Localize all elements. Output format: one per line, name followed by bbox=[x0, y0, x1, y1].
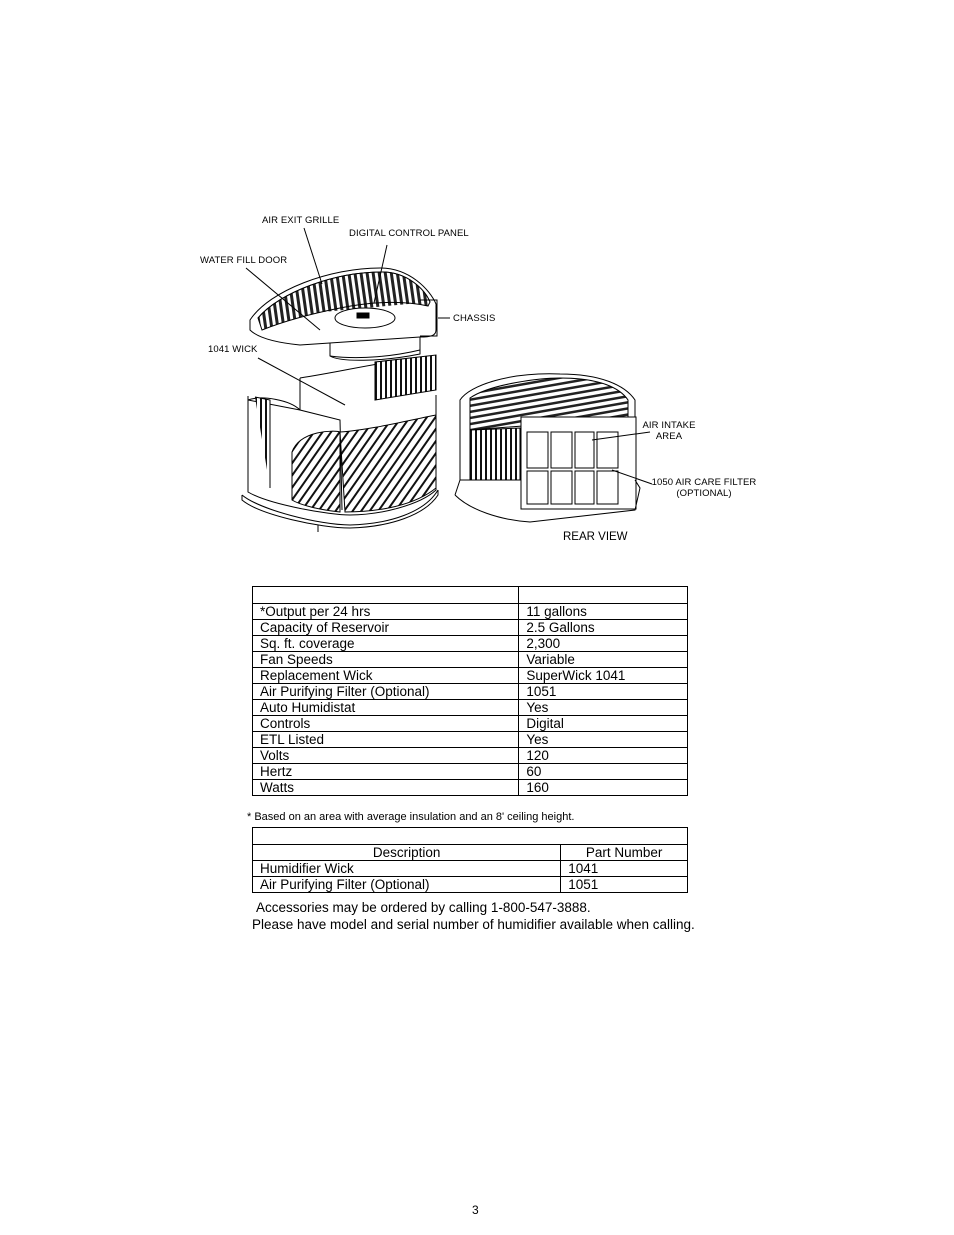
spec-label: Air Purifying Filter (Optional) bbox=[253, 684, 519, 700]
part-number: 1051 bbox=[561, 877, 688, 893]
parts-title-row bbox=[253, 828, 688, 845]
ordering-line-2: Please have model and serial number of humidifier available when calling. bbox=[252, 917, 695, 932]
label-air-intake-line2: AREA bbox=[655, 431, 683, 442]
part-description: Humidifier Wick bbox=[253, 861, 561, 877]
replacement-parts-table bbox=[252, 827, 688, 893]
spec-label: Controls bbox=[253, 716, 519, 732]
footnote: * Based on an area with average insulation and an 8' ceiling height. bbox=[247, 811, 575, 823]
spec-value: 2.5 Gallons bbox=[519, 620, 688, 636]
label-chassis: CHASSIS bbox=[453, 313, 496, 324]
table-row bbox=[253, 861, 688, 877]
spec-label: Hertz bbox=[253, 764, 519, 780]
base-reservoir bbox=[242, 355, 438, 532]
label-water-fill-door: WATER FILL DOOR bbox=[200, 255, 288, 266]
spec-value: 160 bbox=[519, 780, 688, 796]
parts-title-cell bbox=[253, 828, 688, 845]
column-header-description: Description bbox=[253, 845, 561, 861]
table-row bbox=[253, 780, 688, 796]
part-description: Air Purifying Filter (Optional) bbox=[253, 877, 561, 893]
chassis-lid bbox=[250, 268, 436, 360]
spec-value: Yes bbox=[519, 732, 688, 748]
spec-value: Yes bbox=[519, 700, 688, 716]
spec-label: Fan Speeds bbox=[253, 652, 519, 668]
label-wick: 1041 WICK bbox=[208, 344, 258, 355]
part-number: 1041 bbox=[561, 861, 688, 877]
spec-label: *Output per 24 hrs bbox=[253, 604, 519, 620]
spec-header-cell bbox=[253, 587, 519, 604]
table-row bbox=[253, 716, 688, 732]
spec-header-row bbox=[253, 587, 688, 604]
spec-header-cell bbox=[519, 587, 688, 604]
table-row bbox=[253, 700, 688, 716]
table-row bbox=[253, 604, 688, 620]
parts-header-row bbox=[253, 845, 688, 861]
spec-value: 1051 bbox=[519, 684, 688, 700]
page-number: 3 bbox=[472, 1203, 479, 1217]
specifications-table bbox=[252, 586, 688, 796]
spec-label: Auto Humidistat bbox=[253, 700, 519, 716]
spec-value: 2,300 bbox=[519, 636, 688, 652]
humidifier-exploded-diagram bbox=[0, 0, 954, 560]
table-row bbox=[253, 652, 688, 668]
label-digital-control-panel: DIGITAL CONTROL PANEL bbox=[349, 228, 469, 239]
table-row bbox=[253, 732, 688, 748]
spec-label: Capacity of Reservoir bbox=[253, 620, 519, 636]
table-row bbox=[253, 877, 688, 893]
label-filter-line2: (OPTIONAL) bbox=[676, 488, 732, 499]
table-row bbox=[253, 684, 688, 700]
spec-label: Replacement Wick bbox=[253, 668, 519, 684]
table-row bbox=[253, 764, 688, 780]
spec-value: 11 gallons bbox=[519, 604, 688, 620]
spec-label: Watts bbox=[253, 780, 519, 796]
table-row bbox=[253, 636, 688, 652]
spec-value: 120 bbox=[519, 748, 688, 764]
spec-label: ETL Listed bbox=[253, 732, 519, 748]
figure-caption: REAR VIEW bbox=[563, 531, 628, 543]
label-air-intake bbox=[636, 420, 702, 442]
table-row bbox=[253, 620, 688, 636]
spec-label: Sq. ft. coverage bbox=[253, 636, 519, 652]
spec-value: Variable bbox=[519, 652, 688, 668]
column-header-part-number: Part Number bbox=[561, 845, 688, 861]
table-row bbox=[253, 748, 688, 764]
label-air-exit-grille: AIR EXIT GRILLE bbox=[262, 215, 340, 226]
spec-label: Volts bbox=[253, 748, 519, 764]
label-filter-line1: 1050 AIR CARE FILTER bbox=[651, 477, 757, 488]
spec-value: SuperWick 1041 bbox=[519, 668, 688, 684]
table-row bbox=[253, 668, 688, 684]
label-air-intake-line1: AIR INTAKE bbox=[642, 420, 696, 431]
spec-value: Digital bbox=[519, 716, 688, 732]
rear-view-unit bbox=[455, 374, 640, 522]
label-air-care-filter bbox=[648, 477, 760, 499]
spec-value: 60 bbox=[519, 764, 688, 780]
ordering-line-1: Accessories may be ordered by calling 1-800-547-3888. bbox=[256, 900, 591, 915]
